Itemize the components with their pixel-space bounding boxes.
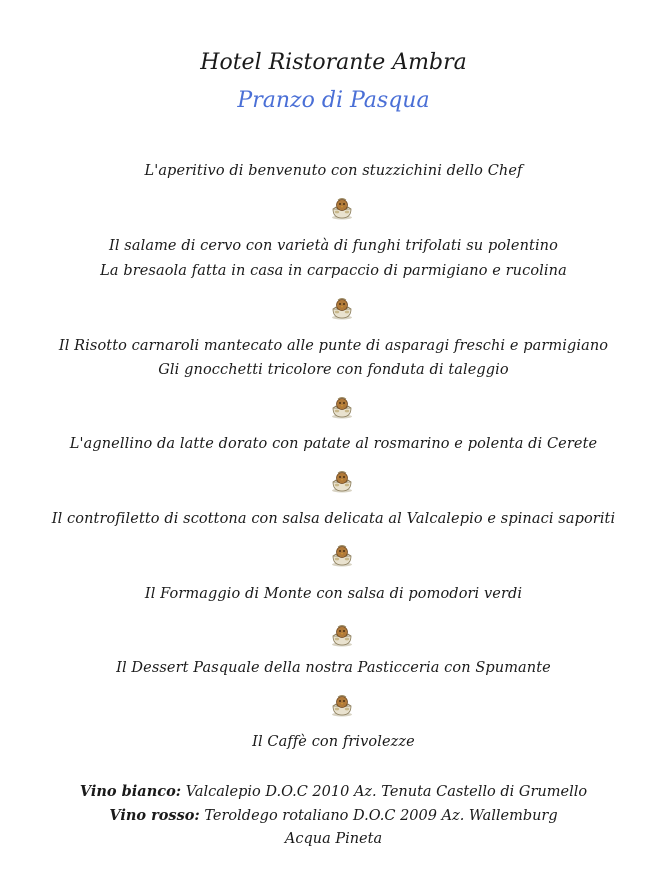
course-7-line-1: Il Dessert Pasquale della nostra Pasticceria con Spumante (116, 660, 551, 676)
easter-chick-egg-icon (329, 296, 355, 320)
red-wine-line (0, 807, 667, 824)
course-8-line-1: Il Caffè con frivolezze (252, 734, 415, 750)
easter-chick-egg-icon (329, 469, 355, 493)
course-3-line-1: Il Risotto carnaroli mantecato alle punte di asparagi freschi e parmigiano (58, 338, 609, 354)
white-wine-value: Valcalepio D.O.C 2010 Az. Tenuta Castello di Grumello (185, 784, 588, 800)
easter-chick-egg-icon (329, 693, 355, 717)
course-2-line-1: Il salame di cervo con varietà di funghi trifolati su polentino (109, 238, 558, 254)
course-5-line-1: Il controfiletto di scottona con salsa delicata al Valcalepio e spinaci saporiti (51, 511, 616, 527)
course-4-line-1: L'agnellino da latte dorato con patate al rosmarino e polenta di Cerete (69, 436, 598, 452)
water-line: Acqua Pineta (284, 831, 383, 847)
easter-chick-egg-icon (329, 196, 355, 220)
course-3-line-2: Gli gnocchetti tricolore con fonduta di taleggio (158, 362, 509, 378)
course-1-line-1: L'aperitivo di benvenuto con stuzzichini dello Chef (144, 163, 523, 179)
restaurant-title: Hotel Ristorante Ambra (200, 50, 467, 75)
red-wine-label: Vino rosso: (109, 807, 200, 824)
red-wine-value: Teroldego rotaliano D.O.C 2009 Az. Wallemburg (204, 808, 558, 824)
easter-chick-egg-icon (329, 543, 355, 567)
course-6-line-1: Il Formaggio di Monte con salsa di pomodori verdi (144, 586, 523, 602)
course-2-line-2: La bresaola fatta in casa in carpaccio di parmigiano e rucolina (100, 263, 567, 279)
easter-chick-egg-icon (329, 623, 355, 647)
easter-chick-egg-icon (329, 395, 355, 419)
menu-subtitle: Pranzo di Pasqua (237, 88, 430, 113)
white-wine-label: Vino bianco: (79, 783, 182, 800)
white-wine-line (0, 783, 667, 800)
